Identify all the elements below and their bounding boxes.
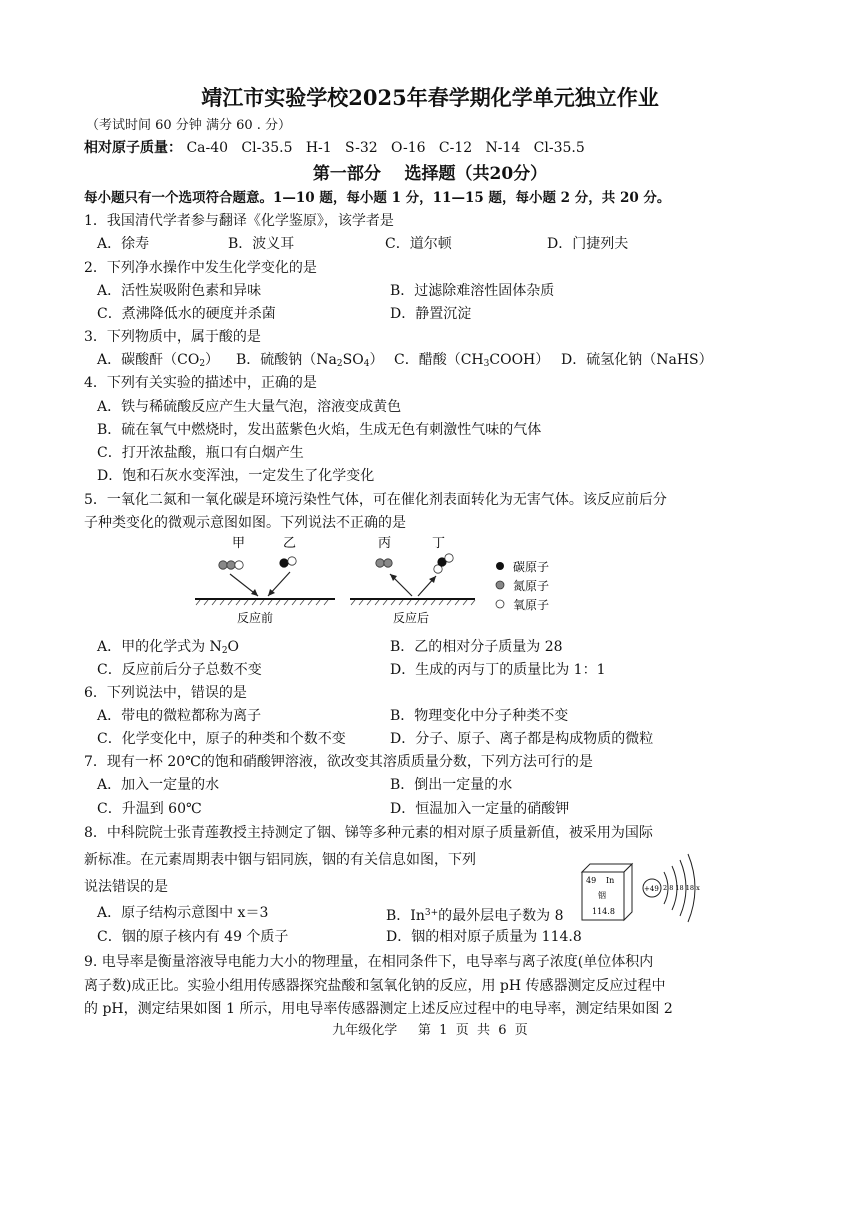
molecule-n2 xyxy=(376,559,392,567)
atom-structure xyxy=(643,854,700,922)
q5-option-d: D．生成的丙与丁的质量比为 1：1 xyxy=(390,662,606,678)
nucleus-charge: +49 xyxy=(644,885,659,893)
q6-option-b: B．物理变化中分子种类不变 xyxy=(390,708,569,724)
q1-stem: 1．我国清代学者参与翻译《化学鉴原》，该学者是 xyxy=(84,213,394,229)
molecule-n2o xyxy=(219,561,243,569)
element-mass: 114.8 xyxy=(592,907,615,916)
q5-stem-line1: 5．一氧化二氮和一氧化碳是环境污染性气体，可在催化剂表面转化为无害气体。该反应前后分 xyxy=(84,492,667,508)
q6-option-a: A．带电的微粒都称为离子 xyxy=(97,708,262,724)
q4-option-c: C．打开浓盐酸，瓶口有白烟产生 xyxy=(97,445,304,461)
exam-info: （考试时间 60 分钟 满分 60 . 分） xyxy=(86,118,292,133)
label-bing: 丙 xyxy=(378,536,392,551)
q3-option-d: D．硫氢化钠（NaHS） xyxy=(561,352,713,368)
legend-oxygen-dot xyxy=(496,600,504,608)
q2-option-c: C．煮沸降低水的硬度并杀菌 xyxy=(97,306,276,322)
label-before: 反应前 xyxy=(237,611,274,624)
reaction-diagram xyxy=(190,532,570,624)
q1-option-a: A．徐寿 xyxy=(97,236,150,252)
atomic-mass-label: 相对原子质量： xyxy=(84,140,182,156)
q9-line1: 9. 电导率是衡量溶液导电能力大小的物理量，在相同条件下，电导率与离子浓度(单位体积内 xyxy=(84,954,654,970)
q4-option-a: A．铁与稀硫酸反应产生大量气泡，溶液变成黄色 xyxy=(97,399,402,415)
q5-option-c: C．反应前后分子总数不变 xyxy=(97,662,262,678)
page-footer: 九年级化学 第 1 页 共 6 页 xyxy=(332,1023,528,1038)
q6-option-d: D．分子、原子、离子都是构成物质的微粒 xyxy=(390,731,654,747)
q3-option-c: C．醋酸$(CH_3COOH)$ xyxy=(394,352,550,369)
q3-stem: 3．下列物质中，属于酸的是 xyxy=(84,329,261,345)
q2-option-d: D．静置沉淀 xyxy=(390,306,472,322)
q6-stem: 6．下列说法中，错误的是 xyxy=(84,685,247,701)
element-symbol: In xyxy=(606,876,615,885)
atomic-mass-values: Ca-40 Cl-35.5 H-1 S-32 O-16 C-12 N-14 Cl-35.5 xyxy=(186,140,585,156)
legend-oxygen: 氧原子 xyxy=(513,598,550,612)
q7-option-c: C．升温到 60℃ xyxy=(97,801,202,817)
label-after: 反应后 xyxy=(393,611,430,624)
q2-option-a: A．活性炭吸附色素和异味 xyxy=(97,283,262,299)
electron-shells: 2 8 18 18 x xyxy=(663,884,700,892)
q8-option-a: A．原子结构示意图中 x＝3 xyxy=(97,905,269,921)
q8-option-b: B．$In^{3+}$的最外层电子数为 8 xyxy=(386,908,564,924)
page-title: 靖江市实验学校2025年春学期化学单元独立作业 xyxy=(201,85,659,110)
q6-option-c: C．化学变化中，原子的种类和个数不变 xyxy=(97,731,346,747)
molecule-co xyxy=(280,557,296,567)
legend-nitrogen-dot xyxy=(496,581,504,589)
q5-option-b: B．乙的相对分子质量为 28 xyxy=(390,639,563,655)
q2-option-b: B．过滤除难溶性固体杂质 xyxy=(390,283,555,299)
q1-option-b: B．波义耳 xyxy=(228,236,295,252)
q3-option-a: A．碳酸酐$(CO_2)$ xyxy=(97,352,220,369)
element-tile xyxy=(582,864,632,920)
q3-option-b: B．硫酸钠$(Na_2SO_4)$ xyxy=(236,352,384,369)
legend-carbon-dot xyxy=(496,562,504,570)
q8-stem-line1: 8．中科院院士张青莲教授主持测定了铟、锑等多种元素的相对原子质量新值，被采用为国际 xyxy=(84,825,653,841)
label-ding: 丁 xyxy=(432,536,446,551)
q7-option-a: A．加入一定量的水 xyxy=(97,777,220,793)
q4-option-b: B．硫在氧气中燃烧时，发出蓝紫色火焰，生成无色有刺激性气味的气体 xyxy=(97,422,542,438)
label-jia: 甲 xyxy=(232,536,246,551)
q9-line2: 离子数)成正比。实验小组用传感器探究盐酸和氢氧化钠的反应，用 pH 传感器测定反应过程中 xyxy=(84,978,666,994)
label-yi: 乙 xyxy=(283,536,297,551)
q5-option-a: A．甲的化学式为 $N_2O$ xyxy=(97,639,240,656)
q1-option-c: C．道尔顿 xyxy=(385,236,452,252)
q1-option-d: D．门捷列夫 xyxy=(547,236,629,252)
q8-option-d: D．铟的相对原子质量为 114.8 xyxy=(386,929,582,945)
indium-figure xyxy=(580,846,710,924)
element-name: 铟 xyxy=(598,891,606,900)
q5-stem-line2: 子种类变化的微观示意图如图。下列说法不正确的是 xyxy=(84,515,406,531)
q7-option-d: D．恒温加入一定量的硝酸钾 xyxy=(390,801,570,817)
q4-option-d: D．饱和石灰水变浑浊，一定发生了化学变化 xyxy=(97,468,375,484)
atomic-mass-line xyxy=(84,138,585,158)
q9-line3: 的 pH，测定结果如图 1 所示，用电导率传感器测定上述反应过程中的电导率，测定结果如图 2 xyxy=(84,1001,673,1017)
molecule-co2 xyxy=(434,554,453,573)
q8-option-c: C．铟的原子核内有 49 个质子 xyxy=(97,929,289,945)
q8-stem-line2: 新标准。在元素周期表中铟与铝同族，铟的有关信息如图，下列 xyxy=(84,852,476,868)
q7-stem: 7．现有一杯 20℃的饱和硝酸钾溶液，欲改变其溶质质量分数，下列方法可行的是 xyxy=(84,754,593,770)
instructions: 每小题只有一个选项符合题意。1—10 题，每小题 1 分，11—15 题，每小题 2 分，共 20 分。 xyxy=(84,190,671,206)
q2-stem: 2．下列净水操作中发生化学变化的是 xyxy=(84,260,317,276)
legend-nitrogen: 氮原子 xyxy=(513,579,550,593)
q8-stem-line3: 说法错误的是 xyxy=(84,879,168,895)
element-number: 49 xyxy=(586,876,597,885)
legend-carbon: 碳原子 xyxy=(513,560,550,574)
section-title: 第一部分 选择题（共20分） xyxy=(312,164,548,184)
q4-stem: 4．下列有关实验的描述中，正确的是 xyxy=(84,375,317,391)
q7-option-b: B．倒出一定量的水 xyxy=(390,777,513,793)
